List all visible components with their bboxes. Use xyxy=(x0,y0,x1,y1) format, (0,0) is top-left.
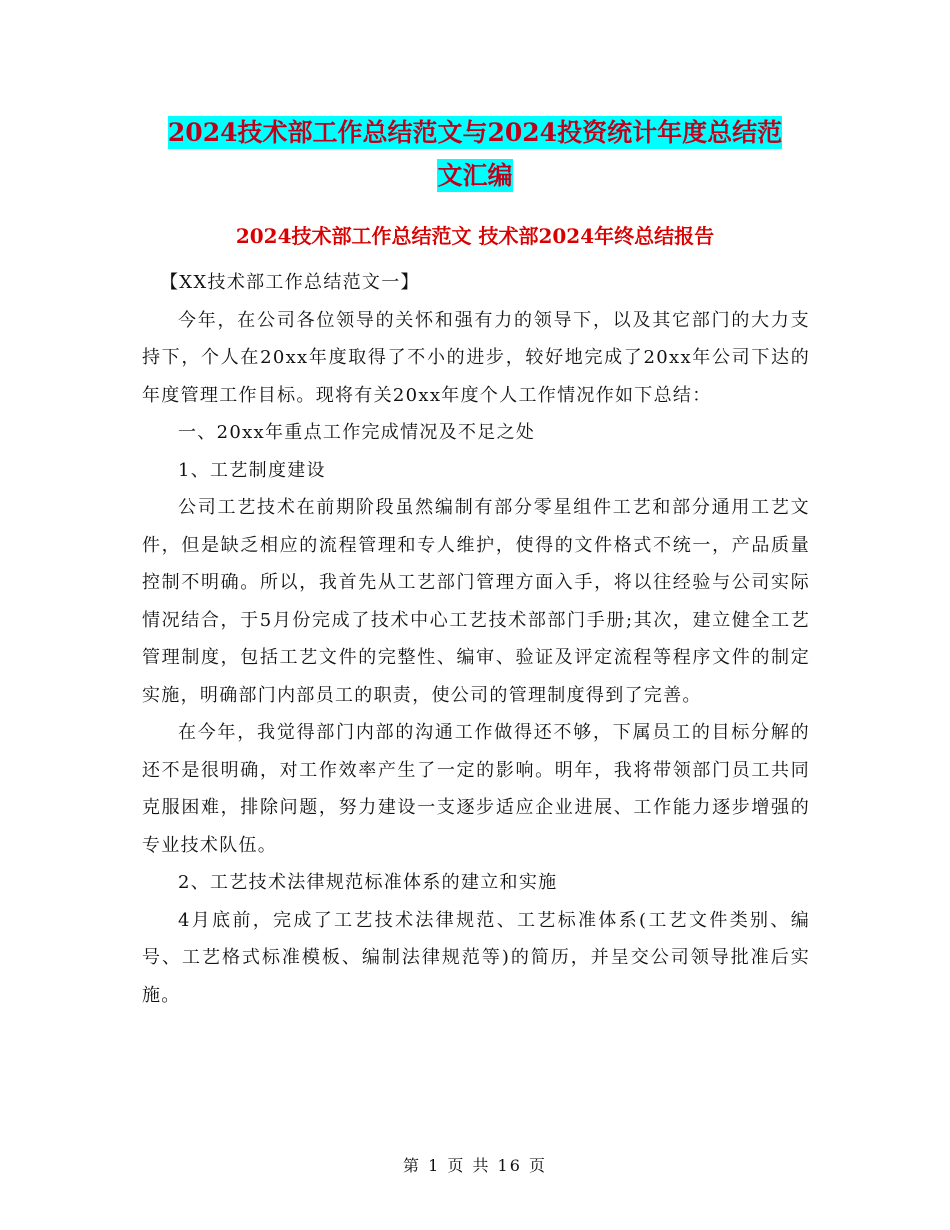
document-subtitle: 2024技术部工作总结范文 技术部2024年终总结报告 xyxy=(235,224,715,248)
paragraph: 公司工艺技术在前期阶段虽然编制有部分零星组件工艺和部分通用工艺文件，但是缺乏相应的流程管理和专人维护，使得的文件格式不统一，产品质量控制不明确。所以，我首先从工艺部门管理方面入手，将以往经验与公司实际情况结合，于5月份完成了技术中心工艺技术部部门手册;其次，建立健全工艺管理制度，包括工艺文件的完整性、编审、验证及评定流程等程序文件的制定实施，明确部门内部员工的职责，使公司的管理制度得到了完善。 xyxy=(142,497,810,706)
document-title-line-1 xyxy=(140,113,810,153)
section-heading: 【XX技术部工作总结范文一】 xyxy=(160,272,420,293)
page-footer: 第 1 页 共 16 页 xyxy=(403,1156,547,1175)
paragraph: 2、工艺技术法律规范标准体系的建立和实施 xyxy=(178,872,558,893)
paragraph: 1、工艺制度建设 xyxy=(178,459,326,481)
title-highlight-2: 文汇编 xyxy=(437,161,513,190)
paragraph: 在今年，我觉得部门内部的沟通工作做得还不够，下属员工的目标分解的还不是很明确，对工作效率产生了一定的影响。明年，我将带领部门员工共同克服困难，排除问题，努力建设一支逐步适应企业进展、工作能力逐步增强的专业技术队伍。 xyxy=(142,722,810,856)
document-body xyxy=(142,264,810,1014)
document-title-line-2 xyxy=(140,156,810,196)
paragraph: 今年，在公司各位领导的关怀和强有力的领导下，以及其它部门的大力支持下，个人在20xx年度取得了不小的进步，较好地完成了20xx年公司下达的年度管理工作目标。现将有关20xx年度个人工作情况作如下总结： xyxy=(142,309,810,406)
title-highlight-1: 2024技术部工作总结范文与2024投资统计年度总结范 xyxy=(167,118,783,147)
paragraph: 一、20xx年重点工作完成情况及不足之处 xyxy=(178,422,536,443)
paragraph: 4月底前，完成了工艺技术法律规范、工艺标准体系(工艺文件类别、编号、工艺格式标准模板、编制法律规范等)的简历，并呈交公司领导批准后实施。 xyxy=(142,909,810,1006)
